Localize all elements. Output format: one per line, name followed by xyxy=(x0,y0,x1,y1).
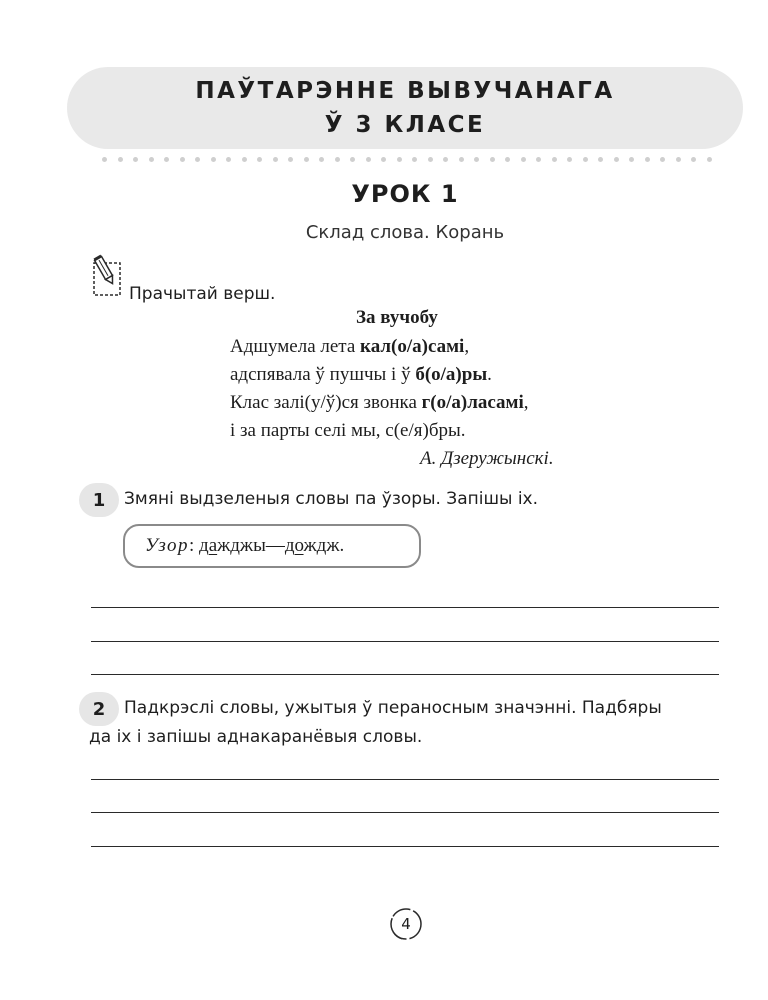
section-title-line-2: Ў 3 КЛАСЕ xyxy=(324,112,486,138)
example-label: Узор xyxy=(145,535,189,556)
poem-line: адспявала ў пушчы і ў б(о/а)ры. xyxy=(230,364,492,385)
answer-line[interactable] xyxy=(91,641,719,642)
highlighted-word: кал(о/а)самі xyxy=(360,336,465,357)
poem-line: і за парты селі мы, с(е/я)бры. xyxy=(230,420,466,441)
poem-author: А. Дзеружынскі. xyxy=(420,448,554,469)
answer-line[interactable] xyxy=(91,812,719,813)
task-number-badge: 1 xyxy=(79,483,119,517)
task-number-badge: 2 xyxy=(79,692,119,726)
section-title-line-1: ПАЎТАРЭННЕ ВЫВУЧАНАГА xyxy=(195,78,615,104)
task-1-text: Змяні выдзеленыя словы па ўзоры. Запішы іх. xyxy=(124,489,539,509)
example-word-2: дождж. xyxy=(284,535,345,556)
poem-line: Адшумела лета кал(о/а)самі, xyxy=(230,336,470,357)
lesson-subtitle: Склад слова. Корань xyxy=(305,222,505,243)
answer-line[interactable] xyxy=(91,674,719,675)
task-2-text: Падкрэслі словы, ужытыя ў пераносным значэнні. Падбяры да іх і запішы аднакаранёвыя словы. xyxy=(89,698,662,747)
answer-line[interactable] xyxy=(91,607,719,608)
answer-line[interactable] xyxy=(91,846,719,847)
page-number: 4 xyxy=(401,915,411,933)
example-word-1: дажджы xyxy=(199,535,266,556)
poem-title: За вучобу xyxy=(356,307,438,328)
poem-line: Клас залі(у/ў)ся звонка г(о/а)ласамі, xyxy=(230,392,529,413)
dotted-divider xyxy=(102,155,712,163)
lesson-title: УРОК 1 xyxy=(351,180,459,208)
highlighted-word: б(о/а)ры xyxy=(415,364,488,385)
answer-line[interactable] xyxy=(91,779,719,780)
pencil-icon xyxy=(89,254,125,298)
highlighted-word: г(о/а)ласамі xyxy=(421,392,524,413)
section-header xyxy=(67,67,743,149)
example-box: Узор : дажджы — дождж. xyxy=(123,524,421,568)
reading-instruction: Прачытай верш. xyxy=(129,284,276,304)
